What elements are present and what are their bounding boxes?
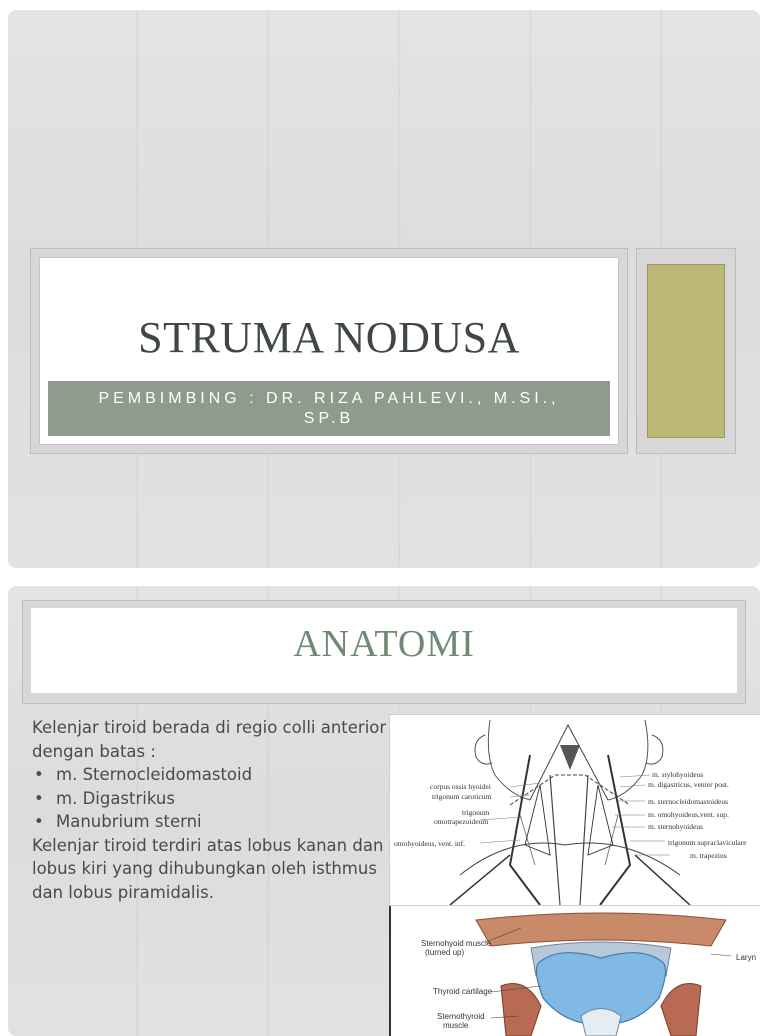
- figure-label: m. trapezius: [690, 851, 727, 860]
- bullet-item: • Manubrium sterni: [32, 810, 388, 834]
- figure-label: m. sternohyoideus: [648, 822, 703, 831]
- figure-label: m. digastricus, venter post.: [648, 780, 729, 789]
- bullet-item: • m. Digastrikus: [32, 787, 388, 811]
- heading-box-inner: [31, 608, 737, 693]
- accent-swatch: [647, 264, 725, 438]
- figure-label: muscle: [443, 1021, 469, 1030]
- figure-label: omotrapezoideum: [434, 817, 489, 826]
- figure-label: trigonum caroticum: [432, 792, 492, 801]
- title-box: [30, 248, 628, 454]
- paragraph-text: Kelenjar tiroid terdiri atas lobus kanan dan lobus kiri yang dihubungkan oleh isthmus dan lobus piramidalis.: [32, 835, 384, 902]
- slide-title: STRUMA NODUSA: [138, 313, 520, 362]
- thyroid-figure: [389, 906, 760, 1036]
- slide-heading: ANATOMI: [293, 623, 475, 665]
- figure-label: (turned up): [425, 948, 465, 957]
- figure-label: m. sternocleidomastoideus: [648, 797, 728, 806]
- slide-subtitle: PEMBIMBING : DR. RIZA PAHLEVI., M.SI., SP.B: [98, 390, 560, 427]
- figure-label: trigonum supraclaviculare: [668, 838, 747, 847]
- figure-label: m. omohyoideus,vent. sup.: [648, 810, 729, 819]
- figure-label: Sternothyroid: [437, 1012, 485, 1021]
- title-slide: [8, 10, 760, 568]
- figure-label: m. stylohyoideus: [652, 770, 704, 779]
- anatomy-slide: [8, 586, 760, 1036]
- body-text: [32, 716, 388, 904]
- thyroid-drawing: [391, 906, 760, 1036]
- figure-label: Sternohyoid muscle: [421, 939, 492, 948]
- heading-box: [22, 600, 746, 704]
- title-box-inner: [39, 257, 619, 445]
- subtitle-band: [48, 381, 610, 436]
- figure-label: corpus ossis hyoidei: [430, 782, 491, 791]
- bullet-item: • m. Sternocleidomastoid: [32, 763, 388, 787]
- figure-label: omohyoideus, vent. inf.: [394, 839, 466, 848]
- accent-box: [636, 248, 736, 454]
- figure-label: Laryn: [736, 953, 757, 962]
- figure-label: trigonum: [462, 808, 490, 817]
- neck-anatomy-figure: [389, 714, 760, 906]
- neck-anatomy-drawing: [390, 715, 760, 905]
- figure-label: Thyroid cartilage: [433, 987, 493, 996]
- intro-text: Kelenjar tiroid berada di regio colli anterior dengan batas :: [32, 718, 387, 761]
